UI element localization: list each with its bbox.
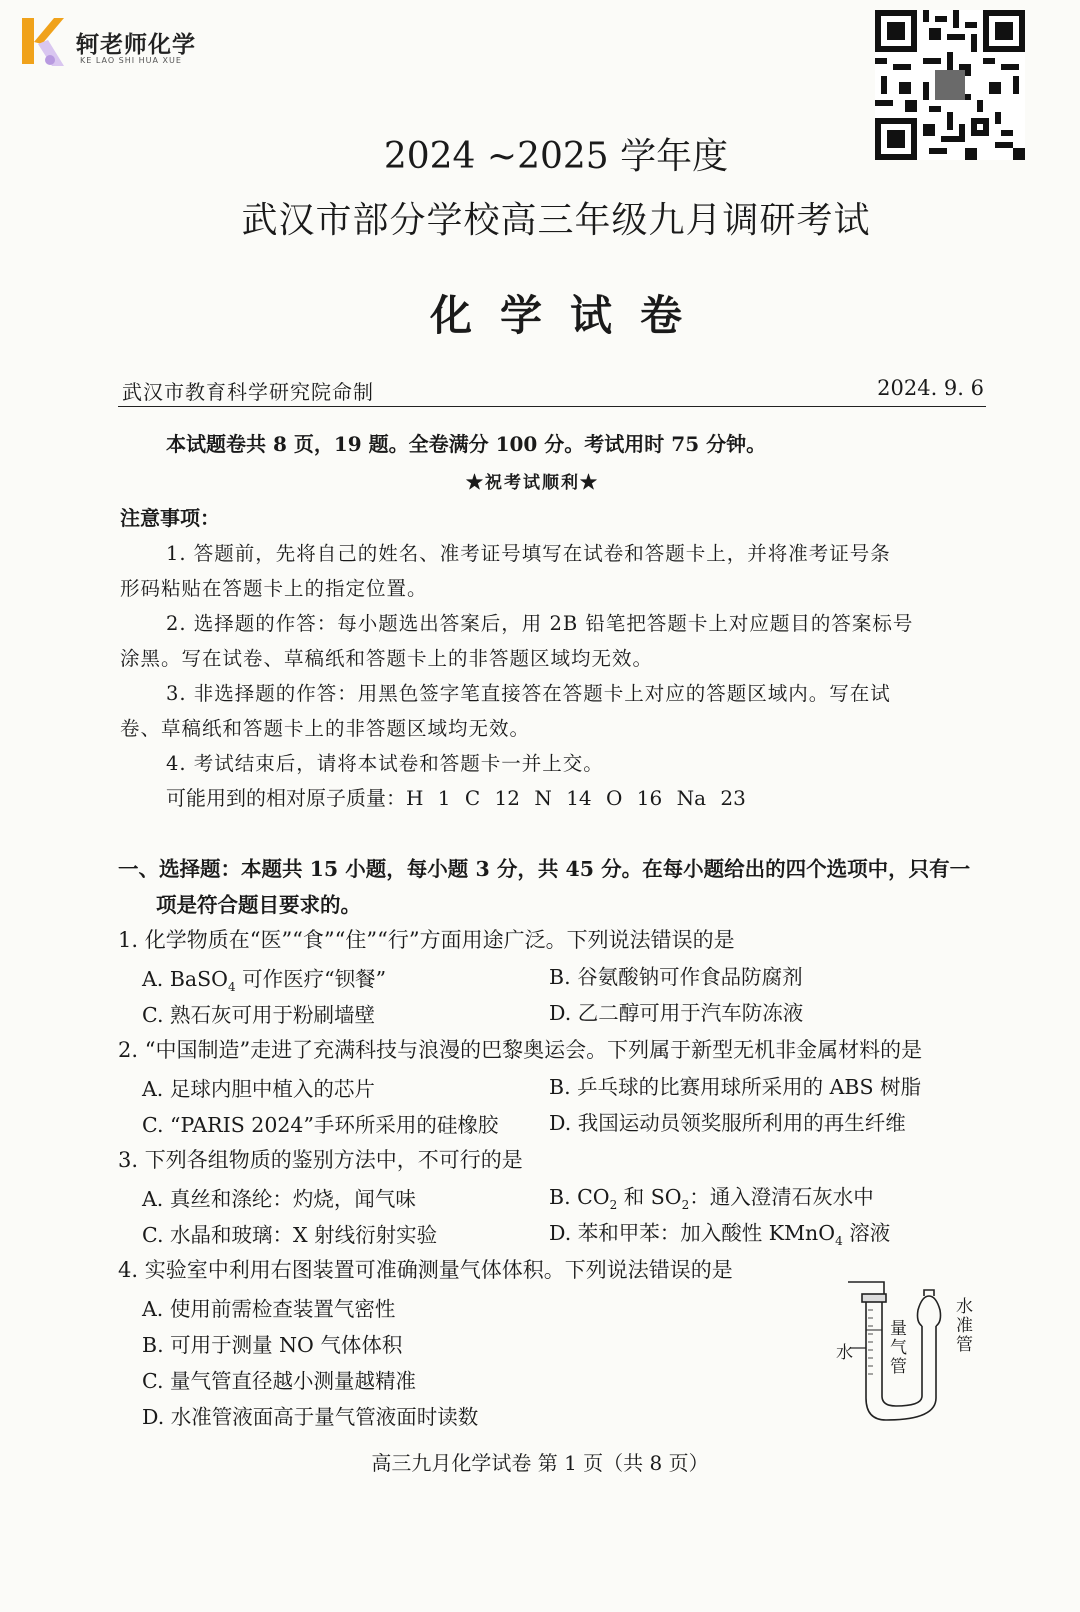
water-label: 水 [836,1343,853,1363]
section-1-heading: 一、选择题：本题共 15 小题，每小题 3 分，共 45 分。在每小题给出的四个选项中，只有一 [118,857,971,881]
note-1-line-1: 1. 答题前，先将自己的姓名、准考证号填写在试卷和答题卡上，并将准考证号条 [166,542,891,565]
question-2-option-d: D. 我国运动员领奖服所利用的再生纤维 [549,1111,906,1135]
issuer: 武汉市教育科学研究院命制 [122,380,374,404]
exam-date: 2024. 9. 6 [877,376,984,400]
gas-tube-label: 量气管 [890,1319,907,1377]
school-year-title: 2024 ~2025 学年度 [383,136,729,177]
exam-title: 武汉市部分学校高三年级九月调研考试 [241,200,871,241]
note-1-line-2: 形码粘贴在答题卡上的指定位置。 [120,577,428,600]
question-1-option-a: A. BaSO$_4$ 可作医疗“钡餐” [142,967,387,995]
question-3-option-b: B. $CO_2$ 和 $SO_2$：通入澄清石灰水中 [549,1185,874,1213]
question-1-option-d: D. 乙二醇可用于汽车防冻液 [549,1001,804,1025]
question-1-option-b: B. 谷氨酸钠可作食品防腐剂 [549,965,803,989]
publisher-logo [16,12,206,72]
subject-title: 化学试卷 [429,291,710,340]
question-4-option-d: D. 水准管液面高于量气管液面时读数 [142,1405,479,1429]
notes-heading: 注意事项： [120,506,220,530]
question-3-stem: 3. 下列各组物质的鉴别方法中，不可行的是 [118,1148,523,1172]
level-tube-label: 水准管 [956,1297,973,1355]
note-3-line-1: 3. 非选择题的作答：用黑色签字笔直接答在答题卡上对应的答题区域内。写在试 [166,682,891,705]
question-4-option-a: A. 使用前需检查装置气密性 [142,1297,396,1321]
header-divider [118,406,986,407]
k-logo-icon [20,16,64,68]
question-1-option-c: C. 熟石灰可用于粉刷墙壁 [142,1003,375,1027]
question-2-option-b: B. 乒乓球的比赛用球所采用的 ABS 树脂 [549,1075,922,1099]
question-2-stem: 2. “中国制造”走进了充满科技与浪漫的巴黎奥运会。下列属于新型无机非金属材料的是 [118,1038,923,1062]
question-2-option-a: A. 足球内胆中植入的芯片 [142,1077,375,1101]
note-2-line-1: 2. 选择题的作答：每小题选出答案后，用 2B 铅笔把答题卡上对应题目的答案标号 [166,612,914,635]
question-3-option-c: C. 水晶和玻璃：X 射线衍射实验 [142,1223,438,1247]
exam-summary: 本试题卷共 8 页，19 题。全卷满分 100 分。考试用时 75 分钟。 [166,432,767,456]
note-4: 4. 考试结束后，请将本试卷和答题卡一并上交。 [166,752,604,775]
question-3-option-a: A. 真丝和涤纶：灼烧，闻气味 [142,1187,416,1211]
question-2-option-c: C. “PARIS 2024”手环所采用的硅橡胶 [142,1113,499,1137]
question-3-option-d: D. 苯和甲苯：加入酸性 KMnO$_4$ 溶液 [549,1221,891,1249]
question-4-stem: 4. 实验室中利用右图装置可准确测量气体体积。下列说法错误的是 [118,1258,733,1282]
page-footer: 高三九月化学试卷 第 1 页（共 8 页） [371,1451,709,1475]
atomic-masses: 可能用到的相对原子质量：H 1 C 12 N 14 O 16 Na 23 [166,786,746,810]
question-4-option-c: C. 量气管直径越小测量越精准 [142,1369,416,1393]
question-1-stem: 1. 化学物质在“医”“食”“住”“行”方面用途广泛。下列说法错误的是 [118,928,735,952]
note-2-line-2: 涂黑。写在试卷、草稿纸和答题卡上的非答题区域均无效。 [120,647,654,670]
logo-subtitle: KE LAO SHI HUA XUE [80,56,182,65]
good-luck-wish: ★祝考试顺利★ [466,473,599,493]
logo-name: 轲老师化学 [76,32,196,58]
section-1-heading-cont: 项是符合题目要求的。 [156,893,361,917]
question-4-option-b: B. 可用于测量 NO 气体体积 [142,1333,403,1357]
note-3-line-2: 卷、草稿纸和答题卡上的非答题区域均无效。 [120,717,531,740]
